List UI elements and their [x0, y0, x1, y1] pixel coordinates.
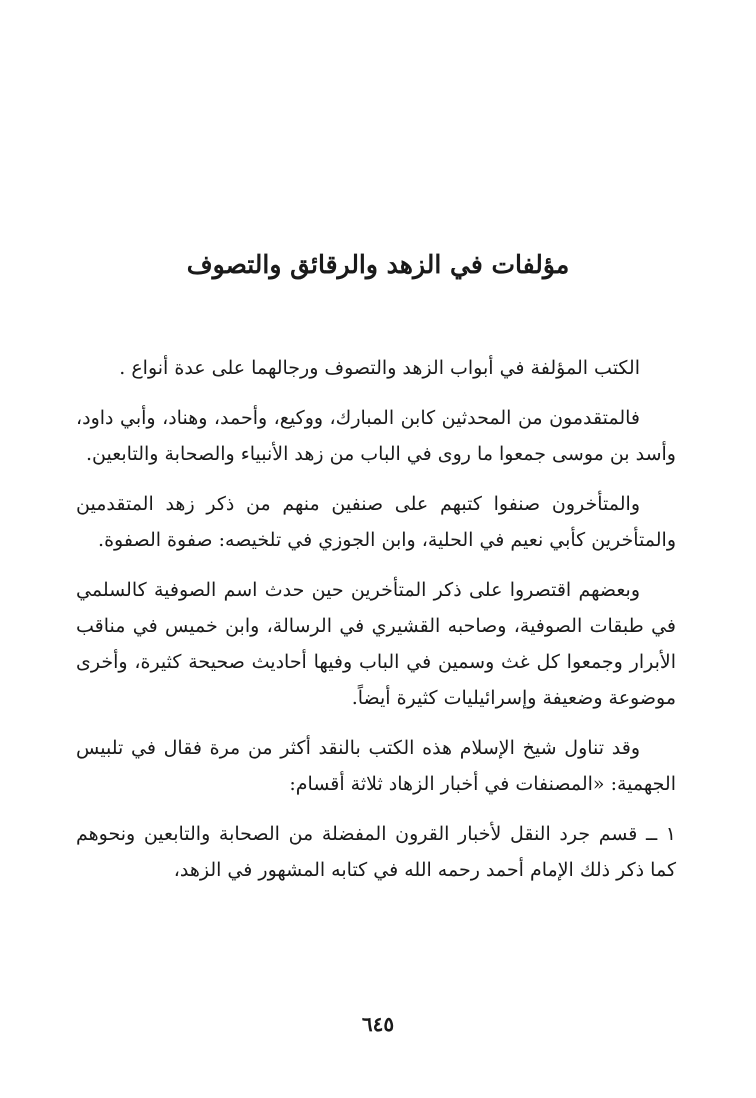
paragraph-later-scholars: والمتأخرون صنفوا كتبهم على صنفين منهم من ذكر زهد المتقدمين والمتأخرين كأبي نعيم في الحلية، وابن الجوزي في تلخيصه: صفوة الصفوة. — [76, 493, 676, 551]
paragraph-intro: الكتب المؤلفة في أبواب الزهد والتصوف ورجالهما على عدة أنواع . — [119, 357, 640, 379]
paragraph-early-scholars: فالمتقدمون من المحدثين كابن المبارك، ووكيع، وأحمد، وهناد، وأبي داود، وأسد بن موسى جمعوا ما روى في الباب من زهد الأنبياء والصحابة والتابعين. — [76, 407, 676, 465]
paragraph-sufi-authors: وبعضهم اقتصروا على ذكر المتأخرين حين حدث اسم الصوفية كالسلمي في طبقات الصوفية، وصاحبه القشيري في الرسالة، وابن خميس في مناقب الأبرار وجمعوا كل غث وسمين في الباب وفيها أحاديث صحيحة كثيرة، وأخرى موضوعة وضعيفة وإسرائيليات كثيرة أيضاً. — [76, 579, 676, 709]
page-number: ٦٤٥ — [361, 1012, 395, 1036]
paragraph-ibn-taymiyya: وقد تناول شيخ الإسلام هذه الكتب بالنقد أكثر من مرة فقال في تلبيس الجهمية: «المصنفات في أخبار الزهاد ثلاثة أقسام: — [76, 737, 676, 795]
page-title: مؤلفات في الزهد والرقائق والتصوف — [186, 250, 570, 279]
paragraph-first-category: ١ ــ قسم جرد النقل لأخبار القرون المفضلة من الصحابة والتابعين ونحوهم كما ذكر ذلك الإمام أحمد رحمه الله في كتابه المشهور في الزهد، — [76, 823, 676, 881]
body-text — [76, 350, 676, 902]
